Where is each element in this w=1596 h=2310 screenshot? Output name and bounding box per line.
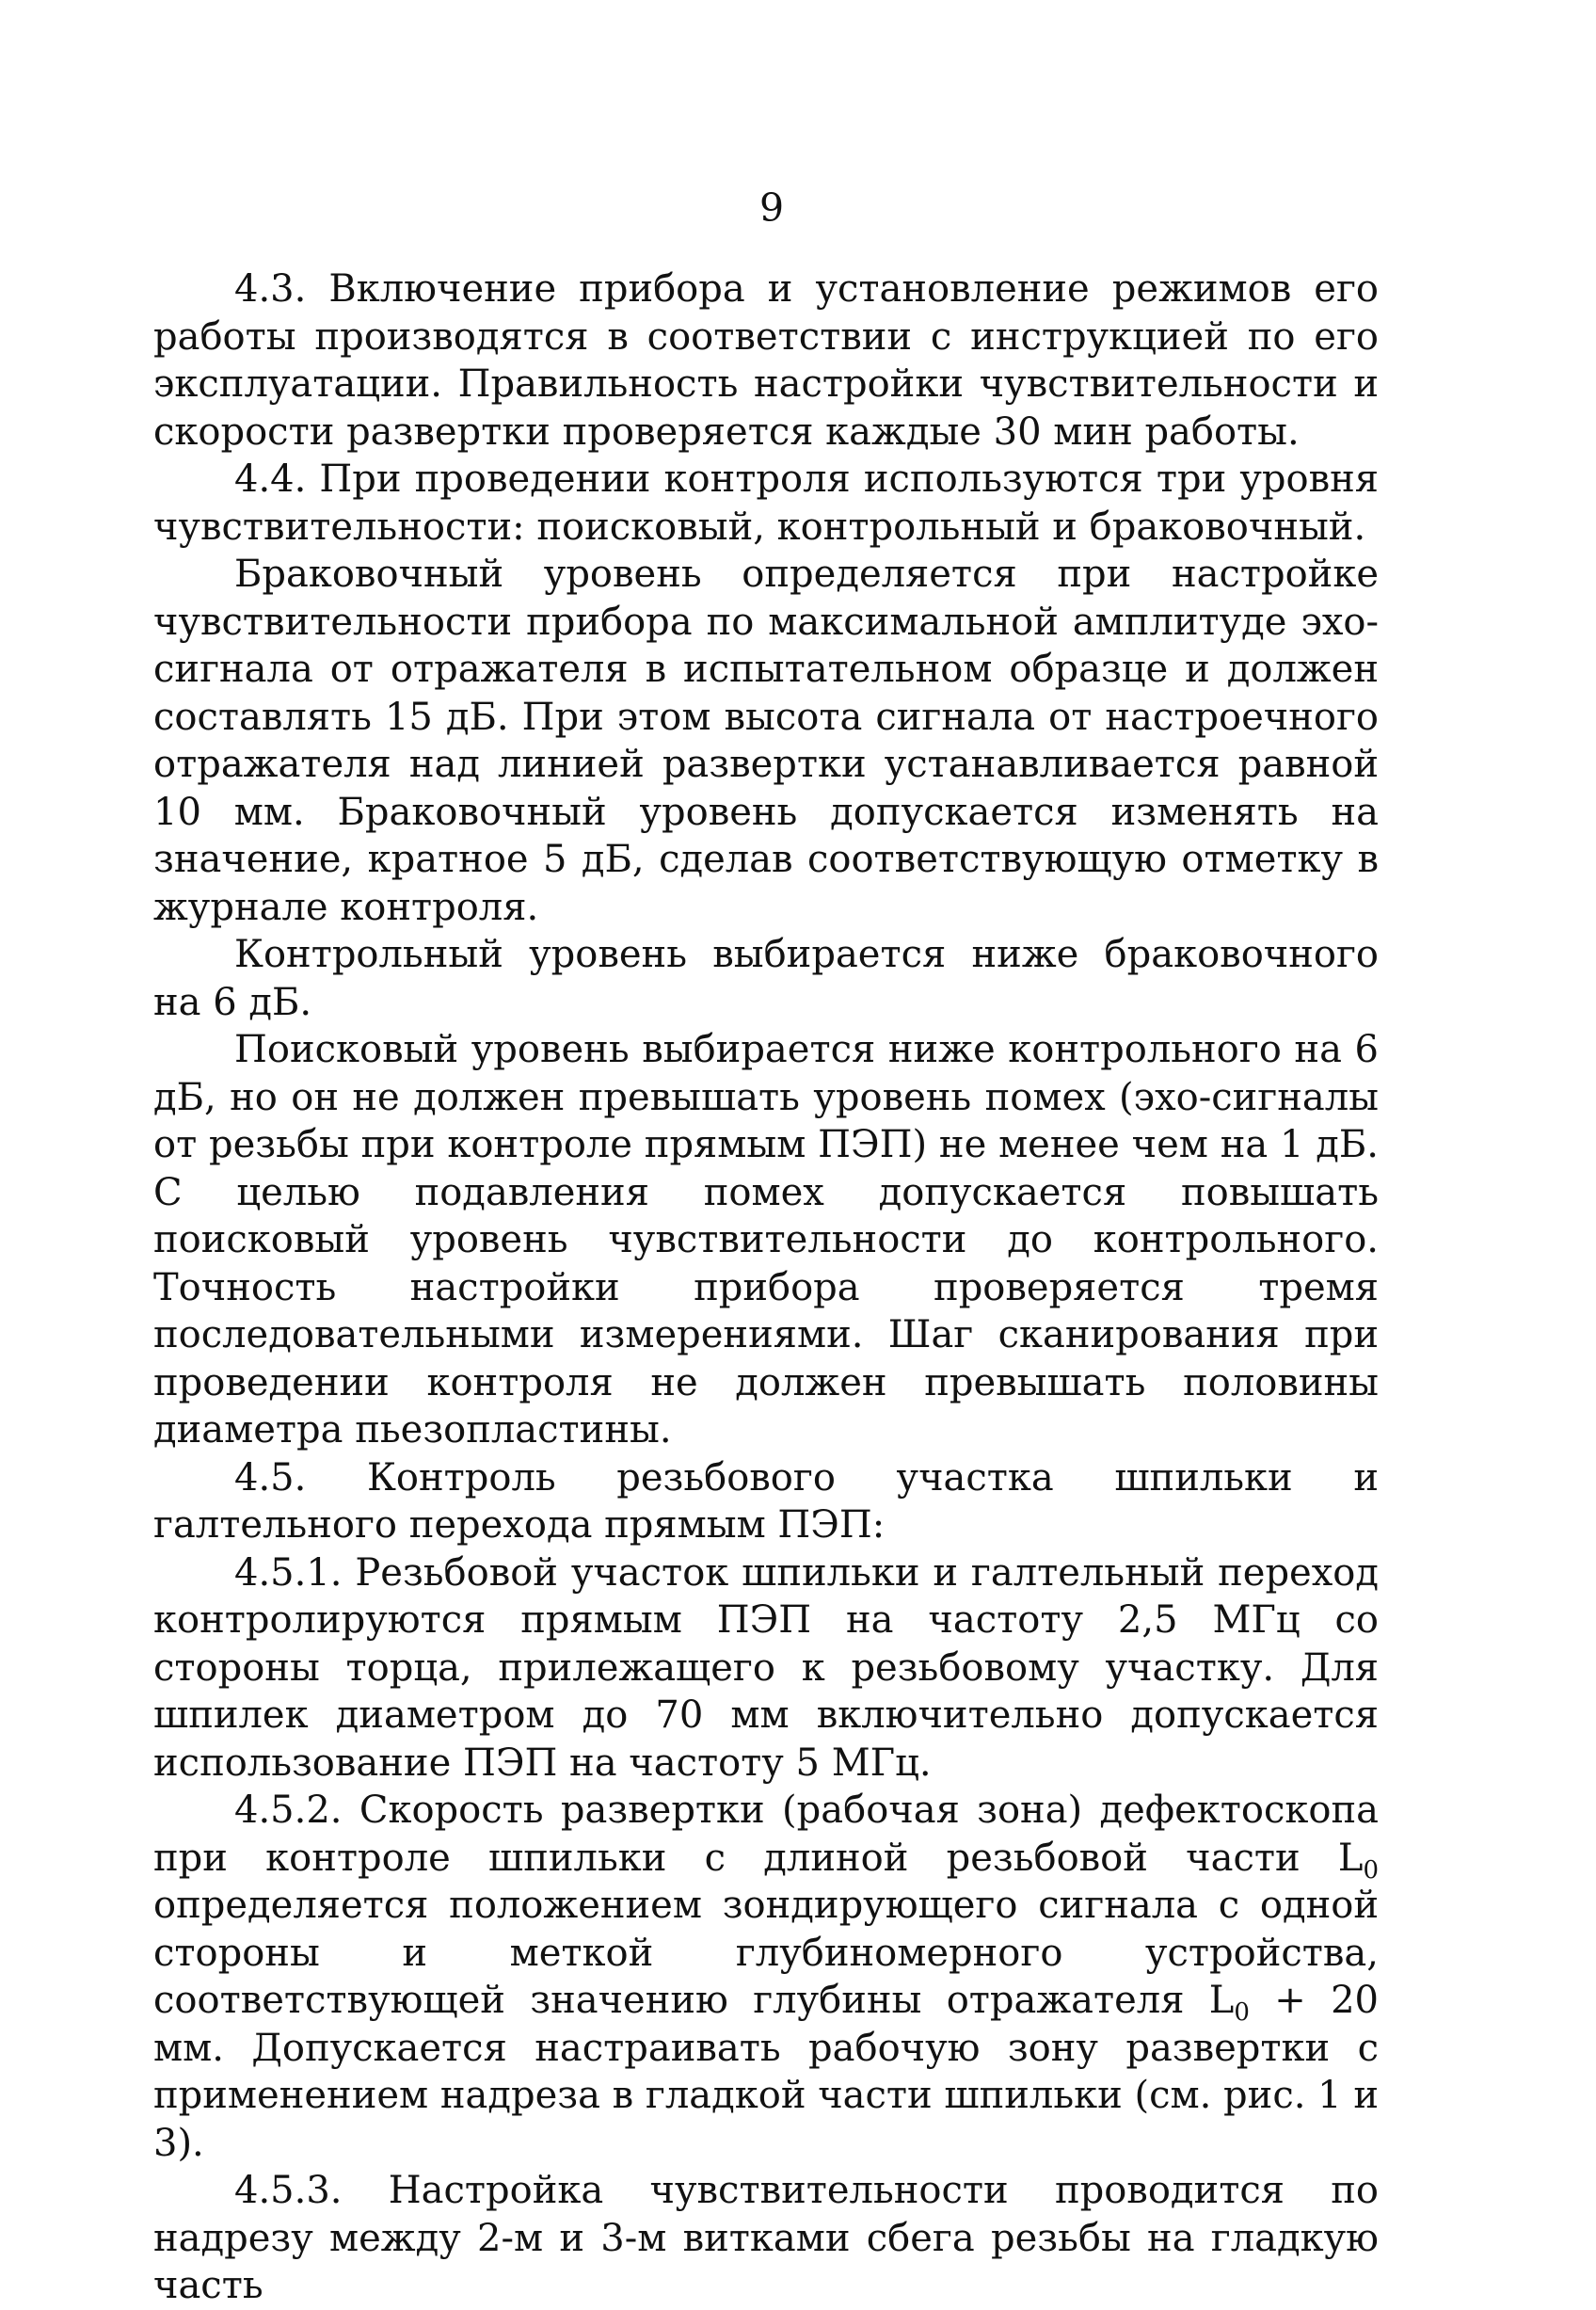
paragraph-4-5: 4.5. Контроль резьбового участка шпильки и галтельного перехода прямым ПЭП:: [153, 1455, 1379, 1547]
subscript-0: 0: [1234, 1998, 1250, 2027]
paragraph-4-5-2: [153, 1787, 1379, 2167]
paragraph-4-5-2-part-1: 4.5.2. Скорость развертки (рабочая зона) дефектоскопа при контроле шпильки с длиной резьбовой части L: [153, 1789, 1379, 1880]
paragraph-control-level: Контрольный уровень выбирается ниже браковочного на 6 дБ.: [153, 933, 1379, 1024]
paragraph-4-5-1: 4.5.1. Резьбовой участок шпильки и галтельный переход контролируются прямым ПЭП на частоту 2,5 МГц со стороны торца, прилежащего к резьбовому участку. Для шпилек диаметром до 70 мм включительно допускается использование ПЭП на частоту 5 МГц.: [153, 1550, 1379, 1785]
paragraph-4-5-3: 4.5.3. Настройка чувствительности проводится по надрезу между 2-м и 3-м витками сбега резьбы на гладкую часть: [153, 2169, 1379, 2307]
paragraph-4-4: 4.4. При проведении контроля используются три уровня чувствительности: поисковый, контрольный и браковочный.: [153, 457, 1379, 549]
paragraph-4-5-2-part-2: определяется положением зондирующего сигнала с одной стороны и меткой глубиномерного устройства, соответствующей значению глубины отражателя L: [153, 1884, 1379, 2022]
page-number: 9: [758, 185, 785, 231]
paragraph-4-3: 4.3. Включение прибора и установление режимов его работы производятся в соответствии с инструкцией по его эксплуатации. Правильность настройки чувствительности и скорости развертки проверяется каждые 30 мин работы.: [153, 267, 1379, 454]
paragraph-search-level: Поисковый уровень выбирается ниже контрольного на 6 дБ, но он не должен превышать уровень помех (эхо-сигналы от резьбы при контроле прямым ПЭП) не менее чем на 1 дБ. С целью подавления помех допускается повышать поисковый уровень чувствительности до контрольного. Точность настройки прибора проверяется тремя последовательными измерениями. Шаг сканирования при проведении контроля не должен превышать половины диаметра пьезопластины.: [153, 1028, 1379, 1452]
body-text: [153, 265, 1379, 2310]
paragraph-reject-level: Браковочный уровень определяется при настройке чувствительности прибора по максимальной амплитуде эхо-сигнала от отражателя в испытательном образце и должен составлять 15 дБ. При этом высота сигнала от настроечного отражателя над линией развертки устанавливается равной 10 мм. Браковочный уровень допускается изменять на значение, кратное 5 дБ, сделав соответствующую отметку в журнале контроля.: [153, 553, 1379, 929]
paragraph-4-5-2-part-3: + 20 мм. Допускается настраивать рабочую зону развертки с применением надреза в гладкой части шпильки (см. рис. 1 и 3).: [153, 1979, 1379, 2165]
subscript-0: 0: [1363, 1855, 1379, 1885]
